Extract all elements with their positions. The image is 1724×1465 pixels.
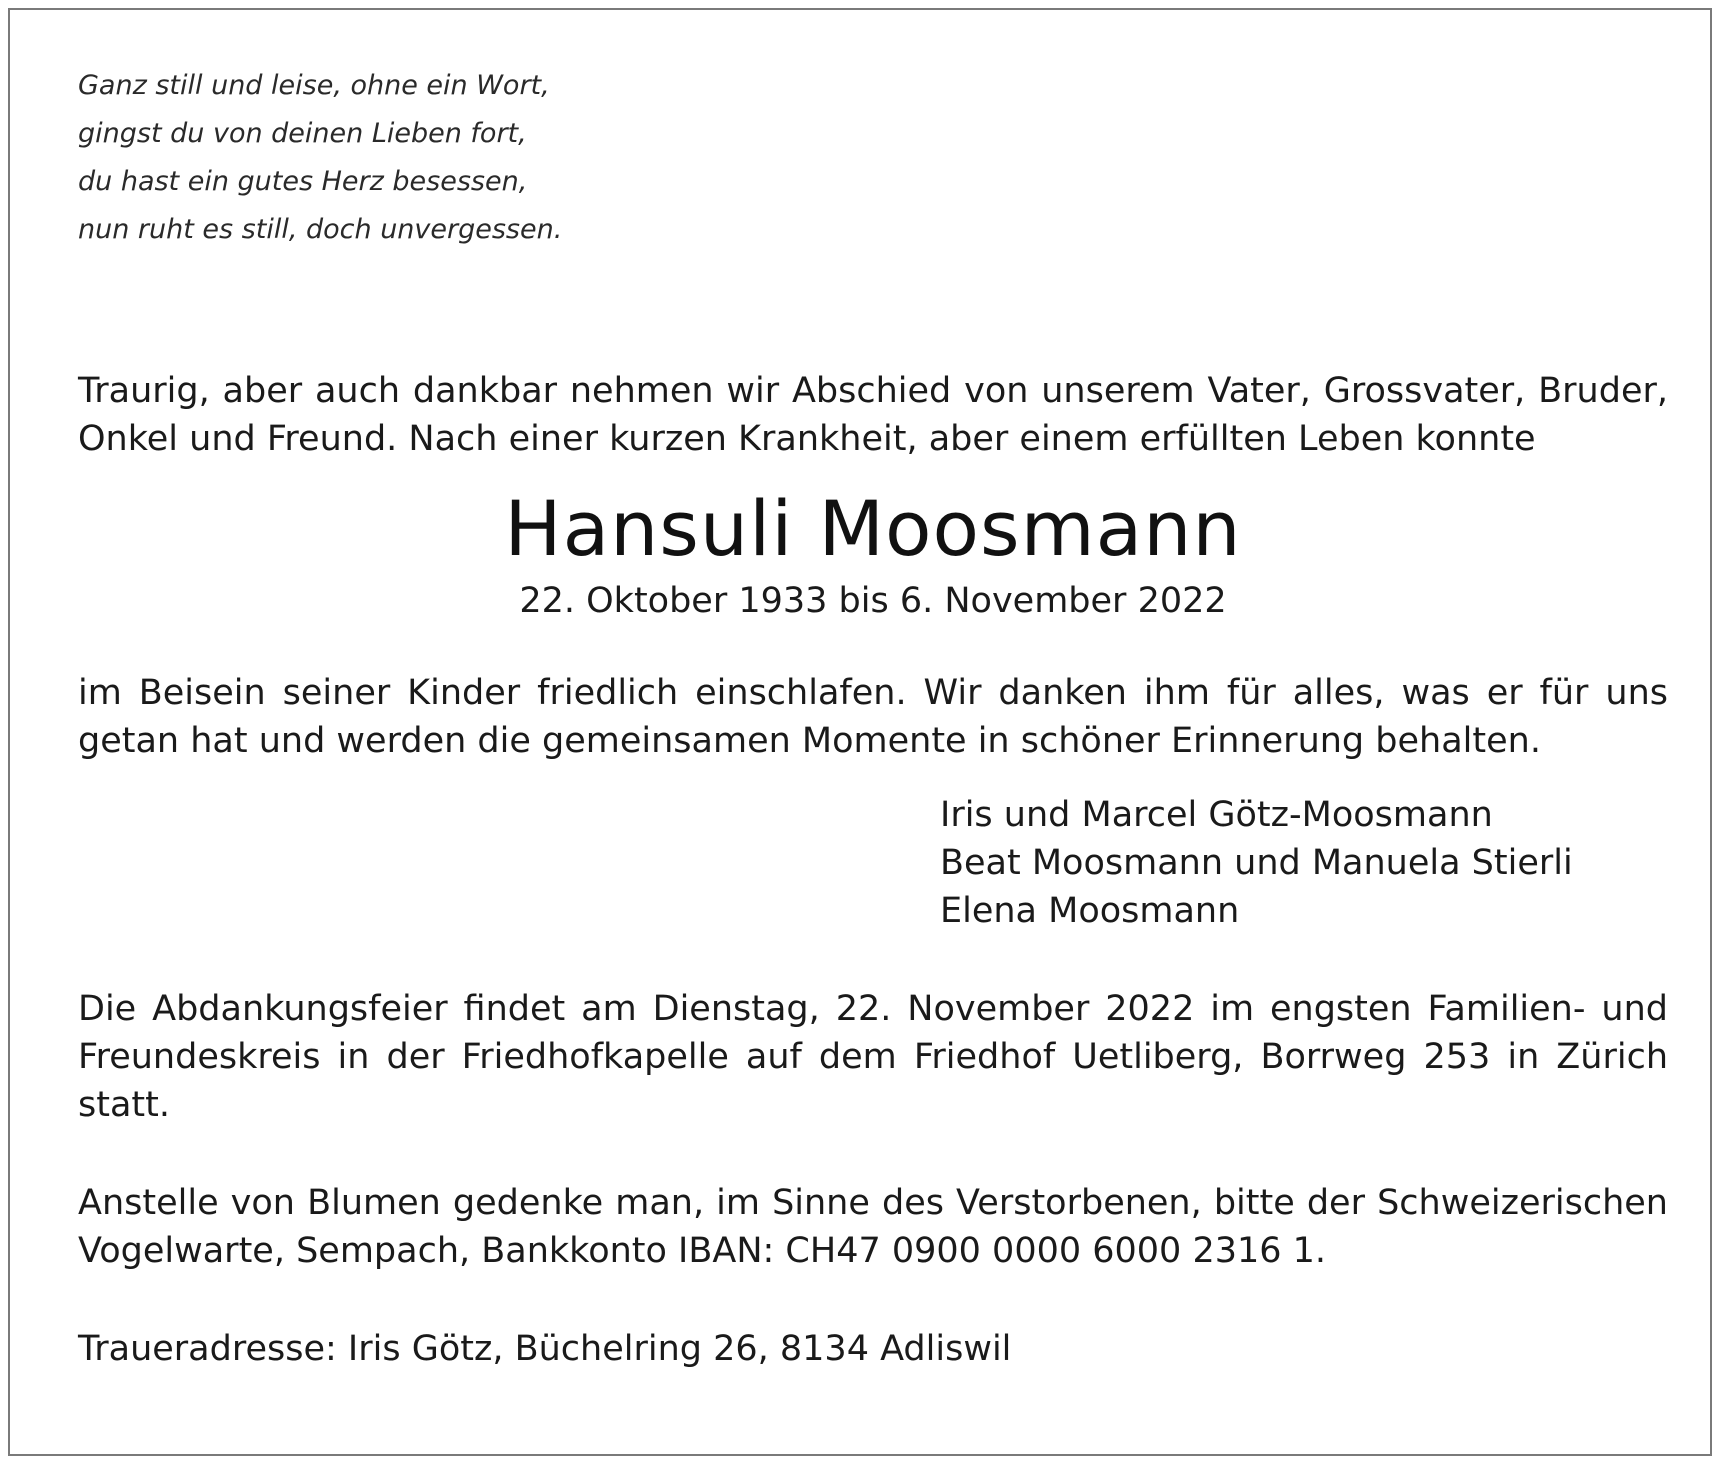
poem-line: gingst du von deinen Lieben fort, [78, 118, 527, 149]
obituary-content [78, 62, 1668, 1373]
donation-paragraph [78, 1179, 1668, 1275]
poem-line: nun ruht es still, doch unvergessen. [78, 214, 563, 245]
intro-paragraph [78, 367, 1668, 463]
poem [78, 62, 1668, 254]
signatures [940, 791, 1668, 935]
signature-line: Beat Moosmann und Manuela Stierli [940, 843, 1573, 883]
ceremony-line: Die Abdankungsfeier findet am Dienstag, 22. November 2022 im engsten Familien- und [78, 989, 1668, 1029]
deceased-dates: 22. Oktober 1933 bis 6. November 2022 [519, 581, 1227, 621]
ceremony-line: Freundeskreis in der Friedhofkapelle auf dem Friedhof Uetliberg, Borrweg 253 in Zürich [78, 1037, 1668, 1077]
signature-line: Elena Moosmann [940, 891, 1240, 931]
signature-line: Iris und Marcel Götz-Moosmann [940, 795, 1493, 835]
mourning-address: Traueradresse: Iris Götz, Büchelring 26, 8134 Adliswil [78, 1329, 1012, 1369]
ceremony-paragraph [78, 985, 1668, 1129]
farewell-line: getan hat und werden die gemeinsamen Momente in schöner Erinnerung behalten. [78, 721, 1541, 761]
farewell-paragraph [78, 669, 1668, 765]
poem-line: du hast ein gutes Herz besessen, [78, 166, 528, 197]
ceremony-line: statt. [78, 1085, 170, 1125]
farewell-line: im Beisein seiner Kinder friedlich einschlafen. Wir danken ihm für alles, was er für uns [78, 673, 1668, 713]
deceased-name: Hansuli Moosmann [504, 484, 1242, 573]
donation-line: Vogelwarte, Sempach, Bankkonto IBAN: CH47 0900 0000 6000 2316 1. [78, 1231, 1327, 1271]
intro-line: Onkel und Freund. Nach einer kurzen Krankheit, aber einem erfüllten Leben konnte [78, 419, 1536, 459]
poem-line: Ganz still und leise, ohne ein Wort, [78, 70, 550, 101]
donation-line: Anstelle von Blumen gedenke man, im Sinne des Verstorbenen, bitte der Schweizerischen [78, 1183, 1668, 1223]
intro-line: Traurig, aber auch dankbar nehmen wir Abschied von unserem Vater, Grossvater, Bruder, [78, 371, 1668, 411]
obituary-frame [8, 8, 1712, 1456]
